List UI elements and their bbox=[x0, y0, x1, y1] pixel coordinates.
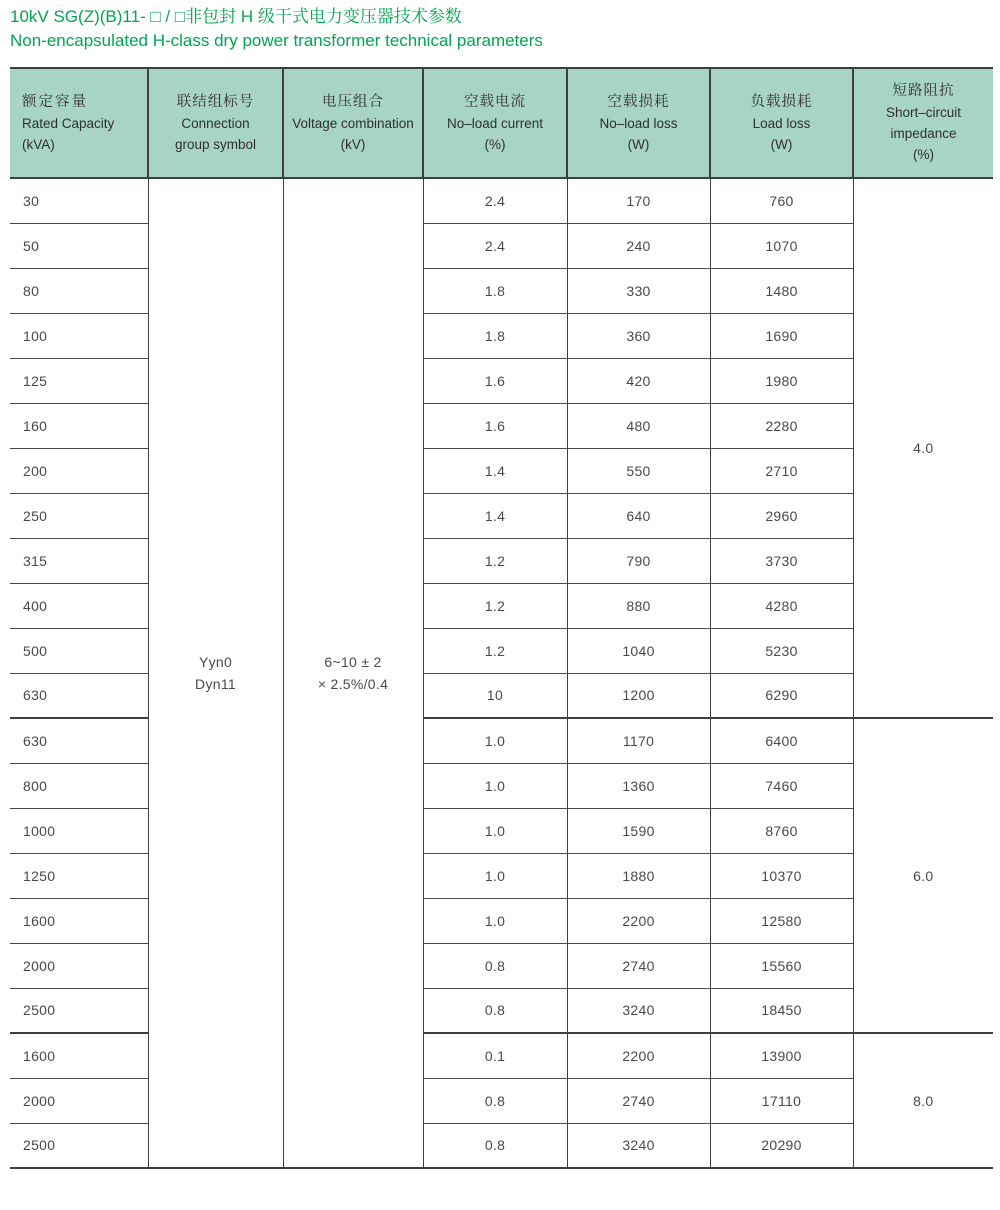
header-line: (%) bbox=[484, 136, 506, 152]
load-loss-cell: 13900 bbox=[710, 1033, 853, 1078]
header-line: (%) bbox=[913, 147, 934, 162]
connection-group-line: Dyn11 bbox=[195, 676, 236, 692]
no-load-loss-cell: 550 bbox=[567, 448, 710, 493]
capacity-cell: 400 bbox=[10, 583, 148, 628]
capacity-cell: 315 bbox=[10, 538, 148, 583]
no-load-current-cell: 1.0 bbox=[423, 808, 567, 853]
load-loss-cell: 1980 bbox=[710, 358, 853, 403]
load-loss-cell: 3730 bbox=[710, 538, 853, 583]
no-load-loss-cell: 1200 bbox=[567, 673, 710, 718]
header-line: 短路阻抗 bbox=[892, 83, 955, 99]
impedance-cell: 4.0 bbox=[853, 178, 993, 718]
no-load-loss-cell: 880 bbox=[567, 583, 710, 628]
parameters-table bbox=[10, 67, 993, 1169]
header-cell-impedance bbox=[853, 68, 993, 178]
no-load-current-cell: 1.2 bbox=[423, 628, 567, 673]
no-load-current-cell: 1.0 bbox=[423, 853, 567, 898]
page-title-block bbox=[0, 0, 1000, 53]
no-load-current-cell: 1.2 bbox=[423, 583, 567, 628]
header-line: 空载电流 bbox=[464, 93, 526, 110]
capacity-cell: 1000 bbox=[10, 808, 148, 853]
header-line: Connection bbox=[181, 115, 250, 131]
no-load-current-cell: 0.1 bbox=[423, 1033, 567, 1078]
capacity-cell: 50 bbox=[10, 223, 148, 268]
no-load-loss-cell: 330 bbox=[567, 268, 710, 313]
capacity-cell: 2000 bbox=[10, 943, 148, 988]
load-loss-cell: 20290 bbox=[710, 1123, 853, 1168]
load-loss-cell: 2960 bbox=[710, 493, 853, 538]
capacity-cell: 2000 bbox=[10, 1078, 148, 1123]
capacity-cell: 800 bbox=[10, 763, 148, 808]
header-line: Rated Capacity bbox=[22, 115, 115, 131]
no-load-loss-cell: 790 bbox=[567, 538, 710, 583]
no-load-current-cell: 2.4 bbox=[423, 178, 567, 223]
load-loss-cell: 17110 bbox=[710, 1078, 853, 1123]
no-load-loss-cell: 240 bbox=[567, 223, 710, 268]
no-load-loss-cell: 2200 bbox=[567, 1033, 710, 1078]
load-loss-cell: 7460 bbox=[710, 763, 853, 808]
header-line: 额定容量 bbox=[22, 93, 88, 110]
page-title-en: Non-encapsulated H-class dry power transformer technical parameters bbox=[10, 31, 543, 50]
table-body bbox=[10, 178, 993, 1168]
capacity-cell: 160 bbox=[10, 403, 148, 448]
no-load-current-cell: 0.8 bbox=[423, 1078, 567, 1123]
no-load-loss-cell: 170 bbox=[567, 178, 710, 223]
no-load-current-cell: 0.8 bbox=[423, 1123, 567, 1168]
table-row bbox=[10, 178, 993, 223]
load-loss-cell: 15560 bbox=[710, 943, 853, 988]
header-line: Voltage combination bbox=[292, 115, 414, 131]
no-load-current-cell: 0.8 bbox=[423, 988, 567, 1033]
no-load-current-cell: 1.2 bbox=[423, 538, 567, 583]
page-title-zh: 10kV SG(Z)(B)11- □ / □非包封 H 级干式电力变压器技术参数 bbox=[10, 7, 462, 26]
connection-group-cell bbox=[148, 178, 283, 1168]
header-line: (kVA) bbox=[22, 136, 55, 152]
voltage-combination-line: × 2.5%/0.4 bbox=[317, 676, 389, 692]
load-loss-cell: 1690 bbox=[710, 313, 853, 358]
capacity-cell: 1600 bbox=[10, 1033, 148, 1078]
header-line: Short–circuit bbox=[885, 105, 962, 120]
no-load-current-cell: 1.6 bbox=[423, 358, 567, 403]
load-loss-cell: 4280 bbox=[710, 583, 853, 628]
no-load-current-cell: 1.0 bbox=[423, 898, 567, 943]
load-loss-cell: 5230 bbox=[710, 628, 853, 673]
load-loss-cell: 6290 bbox=[710, 673, 853, 718]
header-cell-connection bbox=[148, 68, 283, 178]
impedance-cell: 6.0 bbox=[853, 718, 993, 1033]
no-load-loss-cell: 360 bbox=[567, 313, 710, 358]
load-loss-cell: 12580 bbox=[710, 898, 853, 943]
capacity-cell: 630 bbox=[10, 718, 148, 763]
load-loss-cell: 10370 bbox=[710, 853, 853, 898]
no-load-loss-cell: 2200 bbox=[567, 898, 710, 943]
load-loss-cell: 8760 bbox=[710, 808, 853, 853]
capacity-cell: 30 bbox=[10, 178, 148, 223]
header-line: 电压组合 bbox=[322, 93, 384, 110]
no-load-loss-cell: 1590 bbox=[567, 808, 710, 853]
header-line: impedance bbox=[890, 126, 957, 141]
no-load-loss-cell: 3240 bbox=[567, 1123, 710, 1168]
load-loss-cell: 2710 bbox=[710, 448, 853, 493]
no-load-current-cell: 1.4 bbox=[423, 493, 567, 538]
no-load-loss-cell: 3240 bbox=[567, 988, 710, 1033]
header-cell-no_load_loss bbox=[567, 68, 710, 178]
impedance-cell: 8.0 bbox=[853, 1033, 993, 1168]
no-load-loss-cell: 1170 bbox=[567, 718, 710, 763]
no-load-current-cell: 10 bbox=[423, 673, 567, 718]
no-load-loss-cell: 2740 bbox=[567, 1078, 710, 1123]
header-line: (W) bbox=[627, 136, 650, 152]
header-cell-current bbox=[423, 68, 567, 178]
header-line: Load loss bbox=[752, 115, 811, 131]
capacity-cell: 125 bbox=[10, 358, 148, 403]
header-line: 空载损耗 bbox=[607, 93, 670, 110]
no-load-current-cell: 1.8 bbox=[423, 313, 567, 358]
table-header bbox=[10, 68, 993, 178]
no-load-current-cell: 1.4 bbox=[423, 448, 567, 493]
capacity-cell: 80 bbox=[10, 268, 148, 313]
capacity-cell: 2500 bbox=[10, 1123, 148, 1168]
no-load-loss-cell: 2740 bbox=[567, 943, 710, 988]
header-line: group symbol bbox=[174, 136, 257, 152]
no-load-current-cell: 1.0 bbox=[423, 718, 567, 763]
load-loss-cell: 2280 bbox=[710, 403, 853, 448]
header-line: 联结组标号 bbox=[176, 93, 255, 110]
no-load-current-cell: 0.8 bbox=[423, 943, 567, 988]
load-loss-cell: 18450 bbox=[710, 988, 853, 1033]
capacity-cell: 250 bbox=[10, 493, 148, 538]
capacity-cell: 200 bbox=[10, 448, 148, 493]
capacity-cell: 1600 bbox=[10, 898, 148, 943]
no-load-loss-cell: 1040 bbox=[567, 628, 710, 673]
no-load-loss-cell: 1360 bbox=[567, 763, 710, 808]
voltage-combination-cell bbox=[283, 178, 423, 1168]
no-load-current-cell: 2.4 bbox=[423, 223, 567, 268]
capacity-cell: 500 bbox=[10, 628, 148, 673]
no-load-loss-cell: 1880 bbox=[567, 853, 710, 898]
table-header-row bbox=[10, 68, 993, 178]
no-load-current-cell: 1.8 bbox=[423, 268, 567, 313]
capacity-cell: 100 bbox=[10, 313, 148, 358]
header-cell-load_loss bbox=[710, 68, 853, 178]
load-loss-cell: 760 bbox=[710, 178, 853, 223]
no-load-current-cell: 1.6 bbox=[423, 403, 567, 448]
load-loss-cell: 1480 bbox=[710, 268, 853, 313]
capacity-cell: 630 bbox=[10, 673, 148, 718]
voltage-combination-line: 6~10 ± 2 bbox=[324, 654, 382, 670]
capacity-cell: 2500 bbox=[10, 988, 148, 1033]
capacity-cell: 1250 bbox=[10, 853, 148, 898]
no-load-loss-cell: 480 bbox=[567, 403, 710, 448]
connection-group-line: Yyn0 bbox=[198, 654, 233, 670]
header-line: (kV) bbox=[340, 136, 366, 152]
no-load-current-cell: 1.0 bbox=[423, 763, 567, 808]
header-line: 负载损耗 bbox=[750, 93, 813, 110]
no-load-loss-cell: 640 bbox=[567, 493, 710, 538]
no-load-loss-cell: 420 bbox=[567, 358, 710, 403]
load-loss-cell: 6400 bbox=[710, 718, 853, 763]
header-line: No–load loss bbox=[599, 115, 678, 131]
header-line: No–load current bbox=[446, 115, 544, 131]
header-line: (W) bbox=[770, 136, 793, 152]
load-loss-cell: 1070 bbox=[710, 223, 853, 268]
header-cell-voltage bbox=[283, 68, 423, 178]
header-cell-capacity bbox=[10, 68, 148, 178]
